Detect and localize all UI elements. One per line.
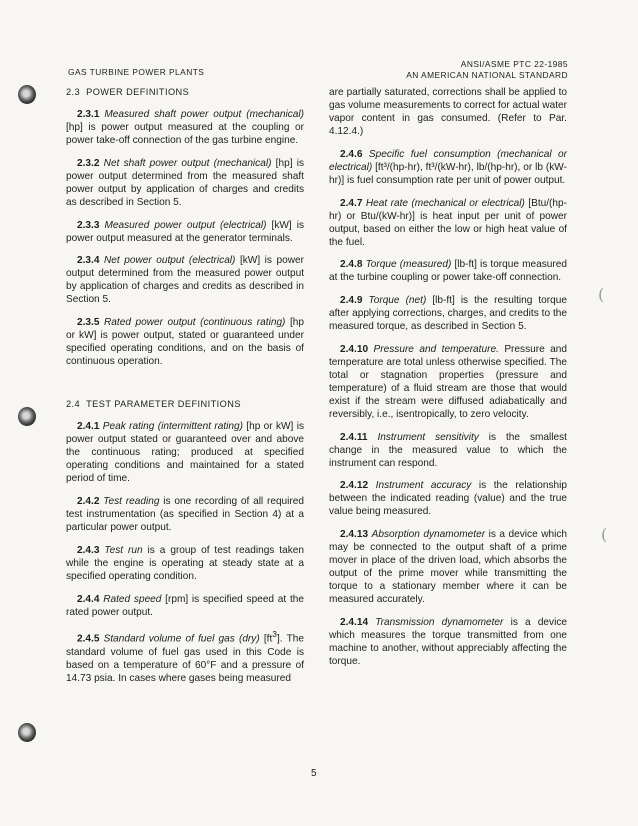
punch-hole xyxy=(18,407,36,426)
definition-paragraph: 2.4.13 Absorption dynamometer is a device which may be connected to the output shaft of a prime mover in place of the driven load, which absorbs the output of the prime mover while transmitting the torque to a stationary member where it can be measured accurately. xyxy=(329,529,567,606)
definition-paragraph: 2.4.2 Test reading is one recording of all required test instrumentation (as specified in Section 4) at a particular power output. xyxy=(66,496,305,534)
section-heading: 2.4 TEST PARAMETER DEFINITIONS xyxy=(66,399,241,410)
definition-paragraph: 2.3.5 Rated power output (continuous rating) [hp or kW] is power output, stated or guaranteed under specified operating conditions, and on the basis of continuous operation. xyxy=(66,317,304,368)
definition-paragraph: 2.4.6 Specific fuel consumption (mechanical or electrical) [ft³/(hp-hr), ft³/(kW-hr), lb/(hp-hr), or lb (kW-hr)] is fuel consumption rate per unit of power output. xyxy=(329,148,567,186)
section-heading: 2.3 POWER DEFINITIONS xyxy=(66,87,190,97)
definition-paragraph: 2.4.14 Transmission dynamometer is a device which measures the torque transmitted from one machine to another, without appreciably affecting the torque. xyxy=(329,616,567,668)
definition-paragraph: 2.4.10 Pressure and temperature. Pressure and temperature are total unless otherwise specified. The total or stagnation properties (pressure and temperature) of a fluid stream are those that would exist if the stream were diffused adiabatically and reversibly, i.e., isentropically, to zero velocity. xyxy=(329,343,567,420)
definition-paragraph: 2.4.5 Standard volume of fuel gas (dry) $[ft^3]$. The standard volume of fuel gas used in this Code is based on a temperature of 60°F and a pressure of 14.73 psia. In cases where gases being measured xyxy=(66,629,304,684)
definition-paragraph: 2.4.8 Torque (measured) [lb-ft] is torque measured at the turbine coupling or power take-off connection. xyxy=(329,259,567,284)
left-column xyxy=(66,86,304,694)
definition-paragraph: 2.4.3 Test run is a group of test readings taken while the engine is operating at steady state at a specified operating condition. xyxy=(66,544,304,582)
standard-number: ANSI/ASME PTC 22-1985 xyxy=(460,59,568,69)
punch-hole xyxy=(18,723,36,742)
definition-paragraph: 2.4.11 Instrument sensitivity is the smallest change in the measured value to which the instrument can respond. xyxy=(329,431,567,469)
definition-paragraph: 2.3.3 Measured power output (electrical) [kW] is power output measured at the generator terminals. xyxy=(66,219,304,244)
definition-paragraph: 2.4.7 Heat rate (mechanical or electrical) [Btu/(hp-hr) or Btu/(kW-hr)] is heat input per unit of power output, based on either the low or high heat value of the fuel. xyxy=(329,197,567,248)
paragraph-continuation: are partially saturated, corrections shall be applied to gas volume measurements to correct for actual water vapor content in gas consumed. (Refer to Par. 4.12.4.) xyxy=(329,87,567,138)
scan-mark: ( xyxy=(598,285,605,304)
standard-designation: AN AMERICAN NATIONAL STANDARD xyxy=(406,70,568,80)
scan-mark: ( xyxy=(601,525,608,544)
definition-paragraph: 2.3.2 Net shaft power output (mechanical) [hp] is power output determined from the measured shaft power output by application of charges and credits as described in Section 5. xyxy=(66,157,304,208)
page-number: 5 xyxy=(311,768,317,779)
definition-paragraph: 2.4.4 Rated speed [rpm] is specified speed at the rated power output. xyxy=(66,593,305,618)
definition-paragraph: 2.4.1 Peak rating (intermittent rating) [hp or kW] is power output stated or guaranteed over and above the continuous rating; produced at specified operating conditions and maintained for a stated period of time. xyxy=(66,421,304,485)
punch-hole xyxy=(18,85,36,104)
definition-paragraph: 2.3.1 Measured shaft power output (mechanical) [hp] is power output measured at the coupling or power take-off connection of the gas turbine engine. xyxy=(66,109,304,147)
right-column xyxy=(329,86,567,678)
running-header-left: GAS TURBINE POWER PLANTS xyxy=(68,67,205,77)
definition-paragraph: 2.3.4 Net power output (electrical) [kW] is power output determined from the measured power output by application of charges and credits as described in Section 5. xyxy=(66,255,304,306)
definition-paragraph: 2.4.12 Instrument accuracy is the relationship between the indicated reading (value) and the true value being measured. xyxy=(329,480,567,518)
definition-paragraph: 2.4.9 Torque (net) [lb-ft] is the resulting torque after applying corrections, charges, and credits to the measured torque, as described in Section 5. xyxy=(329,294,567,333)
running-header-right xyxy=(406,59,568,81)
